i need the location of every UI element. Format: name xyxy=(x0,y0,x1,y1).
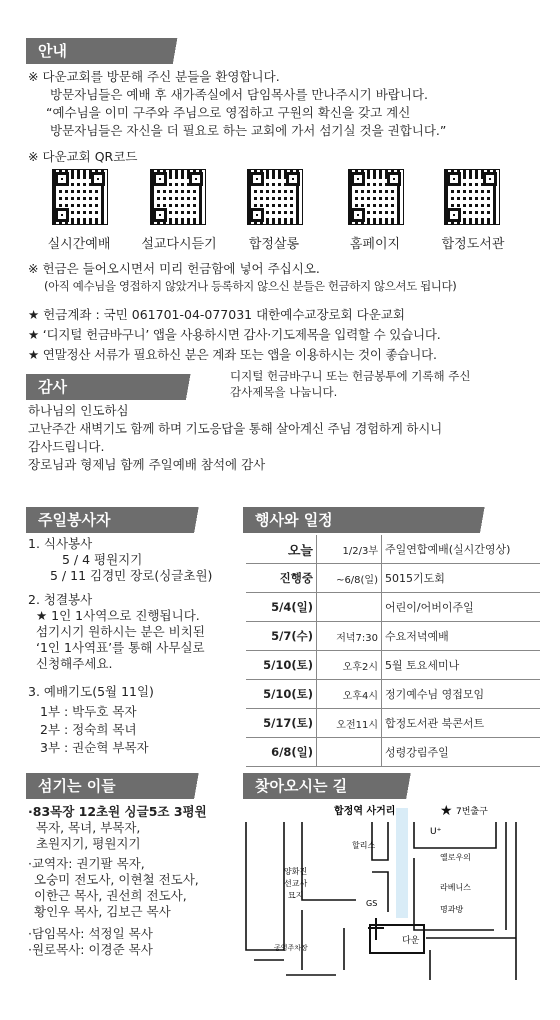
map-parking: 공영주차장 xyxy=(274,944,308,952)
servers-line: ·원로목사: 이경준 목사 xyxy=(28,942,153,957)
event-time: 저녁7:30 xyxy=(317,622,382,651)
offering-line-1: ※ 헌금은 들어오시면서 미리 헌금함에 넣어 주십시오. xyxy=(28,261,320,276)
event-time: 오전11시 xyxy=(317,709,382,738)
event-name: 주일연합예배(실시간영상) xyxy=(382,535,541,564)
event-date: 5/10(토) xyxy=(246,680,317,709)
servers-line: 황인우 목사, 김보근 목사 xyxy=(34,904,171,919)
thanks-note-2: 감사제목을 나눕니다. xyxy=(230,385,338,399)
event-time xyxy=(317,593,382,622)
service-line: ‘1인 1사역표’를 통해 사무실로 xyxy=(36,640,205,655)
service-line: 섬기시기 원하시는 분은 비치된 xyxy=(36,624,205,639)
event-name: 정기예수님 영접모임 xyxy=(382,680,541,709)
table-row xyxy=(246,535,540,564)
map-yellowcorn: 옐로우의 xyxy=(440,853,471,862)
qr-label-live: 실시간예배 xyxy=(47,237,111,252)
thanks-line-2: 고난주간 새벽기도 함께 하며 기도응답을 통해 살아계신 주님 경험하게 하시니 xyxy=(28,421,442,436)
service-line: 2부 : 정숙희 목녀 xyxy=(40,722,137,737)
event-name: 5월 토요세미나 xyxy=(382,651,541,680)
welcome-line-2: 방문자님들은 예배 후 새가족실에서 담임목사를 만나주시기 바랍니다. xyxy=(50,87,428,102)
map-star-icon: ★ xyxy=(440,803,453,819)
service-line: 1. 식사봉사 xyxy=(28,536,93,551)
qr-label-library: 합정도서관 xyxy=(441,237,505,252)
welcome-line-4: 방문자님들은 자신을 더 필요로 하는 교회에 가서 섬기실 것을 권합니다.” xyxy=(50,123,447,138)
qr-salon-icon[interactable] xyxy=(247,169,303,225)
map-gs: GS xyxy=(366,899,378,908)
servers-line: 초원지기, 평원지기 xyxy=(36,836,141,851)
event-name: 합정도서관 북콘서트 xyxy=(382,709,541,738)
map-mission-2: 선교사 xyxy=(284,879,308,888)
offering-line-2: (아직 예수님을 영접하지 않았거나 등록하지 않으신 분들은 헌금하지 않으셔도 됩니다) xyxy=(44,279,457,293)
events-header: 행사와 일정 xyxy=(243,507,533,533)
event-time: ~6/8(일) xyxy=(317,564,382,593)
directions-header: 찾아오시는 길 xyxy=(243,773,443,799)
map-mission-1: 양화진 xyxy=(284,867,308,876)
thanks-line-3: 감사드립니다. xyxy=(28,439,105,454)
service-header: 주일봉사자 xyxy=(26,507,232,533)
qr-library-icon[interactable] xyxy=(444,169,500,225)
event-time: 1/2/3부 xyxy=(317,535,382,564)
qr-label-salon: 합정살롱 xyxy=(248,237,300,252)
service-line: 2. 청결봉사 xyxy=(28,592,93,607)
thanks-line-4: 장로님과 형제님 함께 주일예배 참석에 감사 xyxy=(28,457,266,472)
map-mission-3: 묘지 xyxy=(288,891,304,900)
notice-header: 안내 xyxy=(26,38,206,64)
servers-line: ·담임목사: 석정일 목사 xyxy=(28,926,153,941)
servers-line: 이한근 목사, 권선희 전도사, xyxy=(34,888,187,903)
qr-sermon-icon[interactable] xyxy=(150,169,206,225)
table-row xyxy=(246,622,540,651)
table-row xyxy=(246,564,540,593)
service-line: 1부 : 박두호 목자 xyxy=(40,704,137,719)
welcome-line-1: ※ 다운교회를 방문해 주신 분들을 환영합니다. xyxy=(28,69,280,84)
service-line: ★ 1인 1사역으로 진행됩니다. xyxy=(36,608,200,623)
welcome-line-3: “예수님을 이미 구주와 주님으로 영접하고 구원의 확신을 갖고 계신 xyxy=(46,105,411,120)
event-date: 진행중 xyxy=(246,564,317,593)
servers-line: 오숭미 전도사, 이현철 전도사, xyxy=(34,872,199,887)
qr-live-icon[interactable] xyxy=(52,169,108,225)
map-uplus: U⁺ xyxy=(430,827,442,837)
table-row xyxy=(246,738,540,767)
thanks-line-1: 하나님의 인도하심 xyxy=(28,403,129,418)
tax-line: ★ 연말정산 서류가 필요하신 분은 계좌 또는 앱을 이용하시는 것이 좋습니다. xyxy=(28,347,437,362)
event-date: 5/17(토) xyxy=(246,709,317,738)
map-myeong: 명과방 xyxy=(440,905,464,914)
thanks-header: 감사 xyxy=(26,374,222,400)
account-line: ★ 헌금계좌 : 국민 061701-04-077031 대한예수교장로회 다운교회 xyxy=(28,307,405,322)
servers-line: 목자, 목녀, 부목자, xyxy=(36,820,141,835)
event-time: 오후4시 xyxy=(317,680,382,709)
event-date: 5/10(토) xyxy=(246,651,317,680)
map-hollys: 할리스 xyxy=(352,841,376,850)
app-line: ★ ‘디지털 헌금바구니’ 앱을 사용하시면 감사·기도제목을 입력할 수 있습니다. xyxy=(28,327,441,342)
events-table xyxy=(246,535,540,767)
servers-line: ·83목장 12초원 싱글5조 3평원 xyxy=(28,804,207,819)
event-date: 5/4(일) xyxy=(246,593,317,622)
table-row xyxy=(246,651,540,680)
service-line: 5 / 4 평원지기 xyxy=(62,552,143,567)
table-row xyxy=(246,680,540,709)
servers-header: 섬기는 이들 xyxy=(26,773,232,799)
service-line: 3부 : 권순혁 부목자 xyxy=(40,740,149,755)
qr-homepage-icon[interactable] xyxy=(348,169,404,225)
table-row xyxy=(246,709,540,738)
qr-title: ※ 다운교회 QR코드 xyxy=(28,149,138,164)
event-name: 어린이/어버이주일 xyxy=(382,593,541,622)
service-line: 3. 예배기도(5월 11일) xyxy=(28,684,154,699)
event-date: 5/7(수) xyxy=(246,622,317,651)
event-time xyxy=(317,738,382,767)
thanks-note-1: 디지털 헌금바구니 또는 헌금봉투에 기록해 주신 xyxy=(230,369,471,383)
qr-label-homepage: 홈페이지 xyxy=(349,237,401,252)
event-name: 수요저녁예배 xyxy=(382,622,541,651)
map-dawn: 다운 xyxy=(402,936,420,946)
qr-label-sermon: 설교다시듣기 xyxy=(141,237,217,252)
service-line: 신청해주세요. xyxy=(36,656,113,671)
servers-line: ·교역자: 권기팔 목자, xyxy=(28,856,145,871)
map-exit: 7번출구 xyxy=(456,807,488,817)
event-date: 6/8(일) xyxy=(246,738,317,767)
event-date: 오늘 xyxy=(246,535,317,564)
map-ravenis: 라베니스 xyxy=(440,883,471,892)
location-map xyxy=(244,800,542,982)
event-time: 오후2시 xyxy=(317,651,382,680)
event-name: 5015기도회 xyxy=(382,564,541,593)
event-name: 성령강림주일 xyxy=(382,738,541,767)
table-row xyxy=(246,593,540,622)
service-line: 5 / 11 김경민 장로(싱글초원) xyxy=(50,568,213,583)
map-junction: 합정역 사거리 xyxy=(334,806,396,817)
